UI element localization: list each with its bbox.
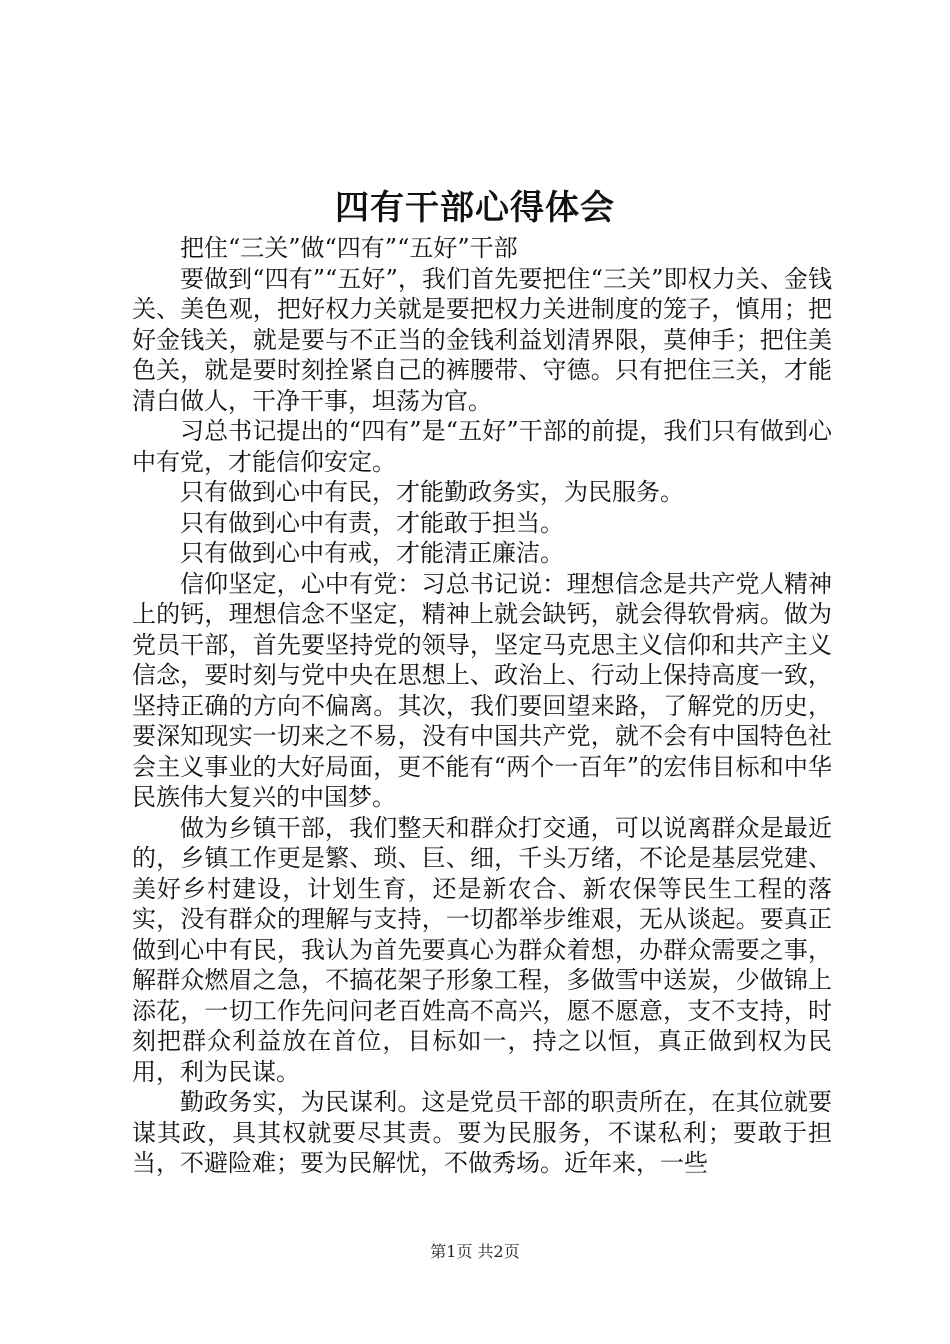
paragraph: 只有做到心中有戒，才能清正廉洁。	[180, 539, 564, 567]
paragraph: 只有做到心中有责，才能敢于担当。	[180, 508, 564, 537]
page-footer: 第1页 共2页	[430, 1242, 520, 1261]
paragraph: 信仰坚定，心中有党：习总书记说：理想信念是共产党人精神上的钙，理想信念不坚定，精神上就会缺钙，就会得软骨病。做为党员干部，首先要坚持党的领导，坚定马克思主义信仰和共产主义信念，要时刻与党中央在思想上、政治上、行动上保持高度一致，坚持正确的方向不偏离。其次，我们要回望来路，了解党的历史，要深知现实一切来之不易，没有中国共产党，就不会有中国特色社会主义事业的大好局面，更不能有“两个一百年”的宏伟目标和中华民族伟大复兴的中国梦。	[132, 569, 832, 811]
page-title: 四有干部心得体会	[335, 188, 615, 228]
paragraph: 把住“三关”做“四有”“五好”干部	[180, 234, 518, 262]
paragraph: 做为乡镇干部，我们整天和群众打交通，可以说离群众是最近的，乡镇工作更是繁、琐、巨、细，千头万绪，不论是基层党建、美好乡村建设，计划生育，还是新农合、新农保等民生工程的落实，没有群众的理解与支持，一切都举步维艰，无从谈起。要真正做到心中有民，我认为首先要真心为群众着想，办群众需要之事，解群众燃眉之急，不搞花架子形象工程，多做雪中送炭，少做锦上添花，一切工作先问问老百姓高不高兴，愿不愿意，支不支持，时刻把群众利益放在首位，目标如一，持之以恒，真正做到权为民用，利为民谋。	[132, 813, 832, 1086]
paragraph: 要做到“四有”“五好”，我们首先要把住“三关”即权力关、金钱关、美色观，把好权力关就是要把权力关进制度的笼子，慎用；把好金钱关，就是要与不正当的金钱利益划清界限，莫伸手；把住美色关，就是要时刻拴紧自己的裤腰带、守德。只有把住三关，才能清白做人，干净干事，坦荡为官。	[132, 264, 832, 415]
paragraph: 只有做到心中有民，才能勤政务实，为民服务。	[180, 478, 684, 506]
paragraph: 勤政务实，为民谋利。这是党员干部的职责所在，在其位就要谋其政，具其权就要尽其责。要为民服务，不谋私利；要敢于担当，不避险难；要为民解忧，不做秀场。近年来，一些	[132, 1088, 832, 1177]
paragraph: 习总书记提出的“四有”是“五好”干部的前提，我们只有做到心中有党，才能信仰安定。	[132, 417, 832, 476]
document-body	[132, 233, 832, 1179]
